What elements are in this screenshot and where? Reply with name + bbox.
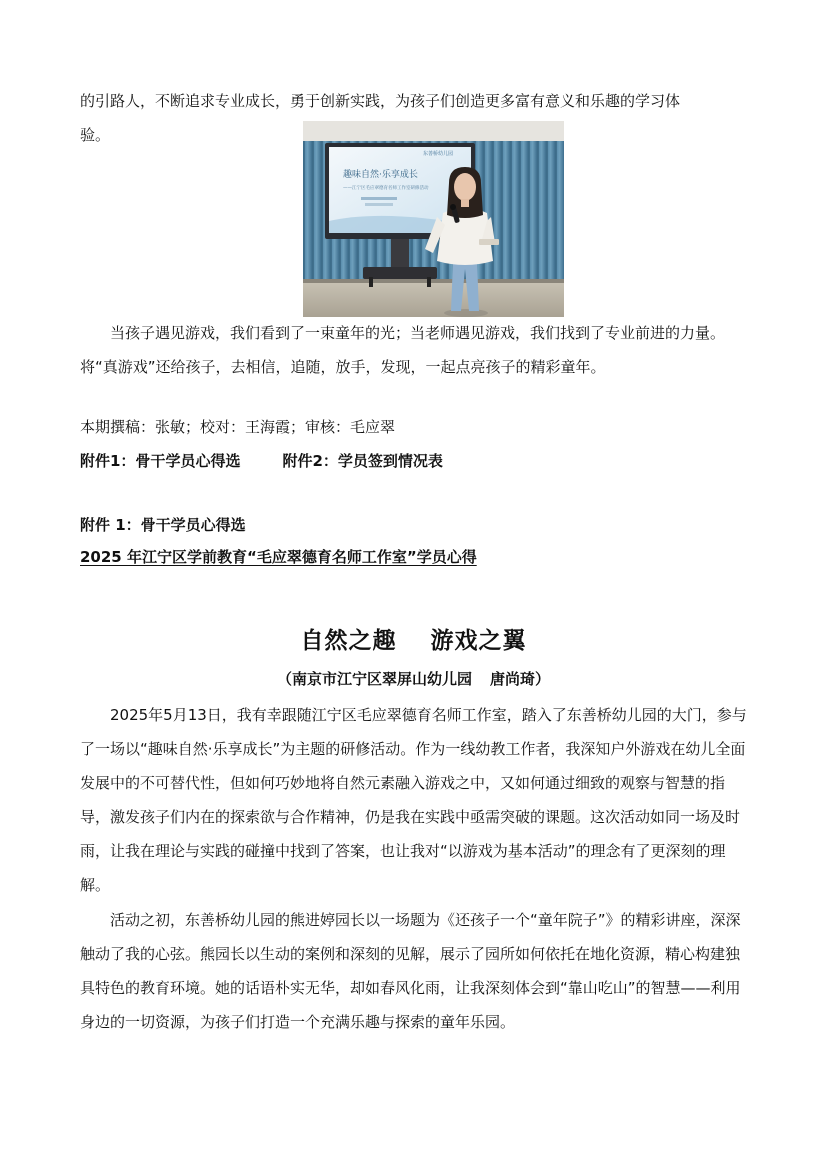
screen-subtitle-text: ——江宁区毛应翠德育名师工作室研修活动: [343, 186, 429, 191]
author-organization: 南京市江宁区翠屏山幼儿园: [291, 670, 472, 688]
article-title-part-2: 游戏之翼: [430, 628, 527, 654]
intro-line-1: 的引路人，不断追求专业成长，勇于创新实践，为孩子们创造更多富有意义和乐趣的学习体: [80, 92, 681, 110]
author-open-paren: （: [276, 670, 292, 688]
attachment-1-label: 附件1：骨干学员心得选: [80, 452, 241, 470]
closing-paragraph: 当孩子遇见游戏，我们看到了一束童年的光；当老师遇见游戏，我们找到了专业前进的力量。将“真游戏”还给孩子，去相信，追随，放手，发现，一起点亮孩子的精彩童年。: [80, 324, 726, 376]
attachments-line: [80, 444, 748, 478]
author-close-paren: ）: [535, 670, 551, 688]
article-title: [0, 622, 827, 655]
article-title-part-1: 自然之趣: [300, 628, 397, 654]
screen-title-text: 趣味自然·乐享成长: [343, 170, 418, 180]
author-name: 唐尚琦: [490, 670, 536, 688]
article-paragraph-1: 2025年5月13日，我有幸跟随江宁区毛应翠德育名师工作室，踏入了东善桥幼儿园的大门，参与了一场以“趣味自然·乐享成长”为主题的研修活动。作为一线幼教工作者，我深知户外游戏在幼儿全面发展中的不可替代性，但如何巧妙地将自然元素融入游戏之中，又如何通过细致的观察与智慧的指导，激发孩子们内在的探索欲与合作精神，仍是我在实践中亟需突破的课题。这次活动如同一场及时雨，让我在理论与实践的碰撞中找到了答案，也让我对“以游戏为基本活动”的理念有了更深刻的理解。: [80, 706, 747, 894]
credits-line: 本期撰稿：张敏；校对：王海霞；审核：毛应翠: [80, 418, 396, 436]
intro-line-2: 验。: [80, 126, 111, 144]
appendix-subheading: [80, 540, 748, 574]
activity-photo: [303, 121, 564, 317]
attachment-2-label: 附件2：学员签到情况表: [282, 452, 443, 470]
screen-logo-text: 东善桥幼儿园: [423, 151, 454, 157]
article-author: [0, 668, 827, 689]
appendix-heading: 附件 1：骨干学员心得选: [80, 516, 246, 534]
appendix-subheading-text: 2025 年江宁区学前教育“毛应翠德育名师工作室”学员心得: [80, 548, 477, 566]
article-paragraph-2: 活动之初，东善桥幼儿园的熊进婷园长以一场题为《还孩子一个“童年院子”》的精彩讲座，深深触动了我的心弦。熊园长以生动的案例和深刻的见解，展示了园所如何依托在地化资源，精心构建独具特色的教育环境。她的话语朴实无华，却如春风化雨，让我深刻体会到“靠山吃山”的智慧——利用身边的一切资源，为孩子们打造一个充满乐趣与探索的童年乐园。: [80, 911, 741, 1031]
